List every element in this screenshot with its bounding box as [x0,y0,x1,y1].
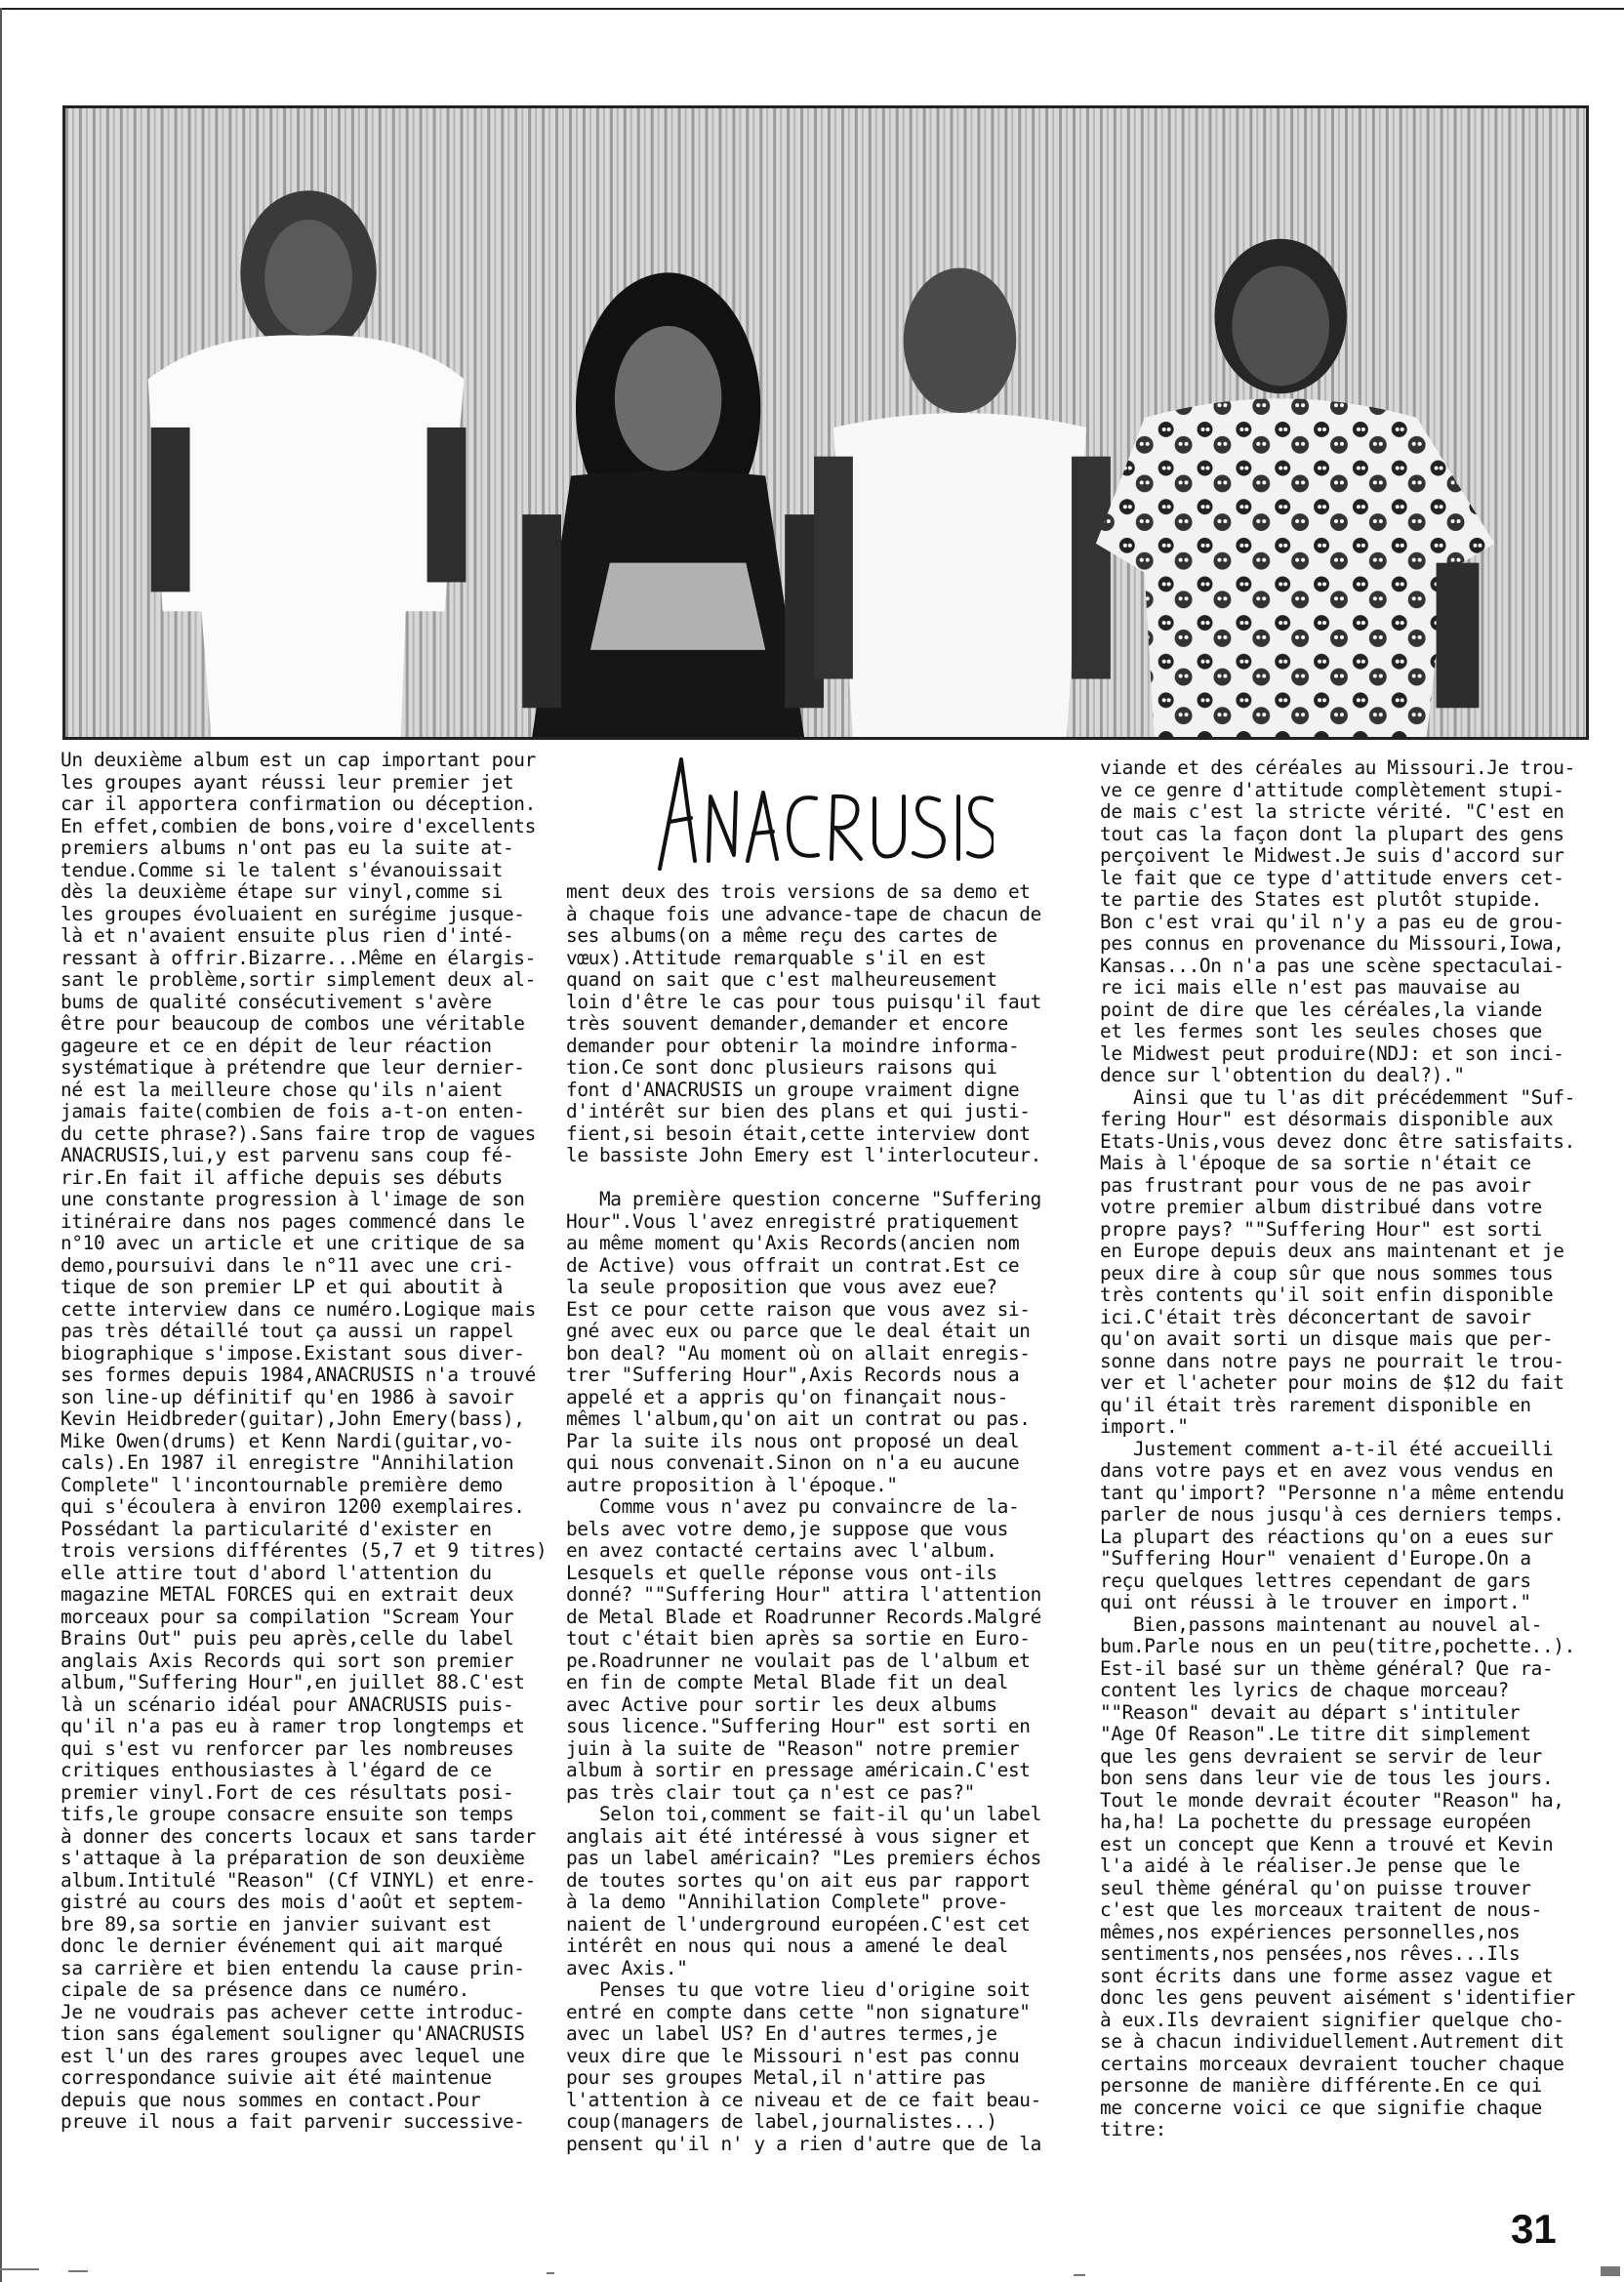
article-column-2: ment deux des trois versions de sa demo et à chaque fois une advance-tape de chacun de ses albums(on a même reçu des cartes de vœux).Attitude remarquable s'il en est quand on sait que c'est malheureusement loin d'être le cas pour tous puisqu'il faut très souvent demander,demander et encore demander pour obtenir la moindre informa- tion.Ce sont donc plusieurs raisons qui font d'ANACRUSIS un groupe vraiment digne d'intérêt sur bien des plans et qui justi- fient,si besoin était,cette interview dont le bassiste John Emery est l'interlocuteur. Ma première question concerne "Suffering Hour".Vous l'avez enregistré pratiquement au même moment qu'Axis Records(ancien nom de Active) vous offrait un contrat.Est ce la seule proposition que vous avez eue? Est ce pour cette raison que vous avez si- gné avec eux ou parce que le deal était un bon deal? "Au moment où on allait enregis- trer "Suffering Hour",Axis Records nous a appelé et a appris qu'on finançait nous- mêmes l'album,qu'on ait un contrat ou pas. Par la suite ils nous ont proposé un deal qui nous convenait.Sinon on n'a eu aucune autre proposition à l'époque." Comme vous n'avez pu convaincre de la- bels avec votre demo,je suppose que vous en avez contacté certains avec l'album. Lesquels et quelle réponse vous ont-ils donné? ""Suffering Hour" attira l'attention de Metal Blade et Roadrunner Records.Malgré tout c'était bien après sa sortie en Euro- pe.Roadrunner ne voulait pas de l'album et en fin de compte Metal Blade fit un deal avec Active pour sortir les deux albums sous licence."Suffering Hour" est sorti en juin à la suite de "Reason" notre premier album à sortir en pressage américain.C'est pas très clair tout ça n'est ce pas?" Selon toi,comment se fait-il qu'un label anglais ait été intéressé à vous signer et pas un label américain? "Les premiers échos de toutes sortes qu'on ait eus par rapport à la demo "Annihilation Complete" prove- naient de l'underground européen.C'est cet intérêt en nous qui nous a amené le deal avec Axis." Penses tu que votre lieu d'origine soit entré en compte dans cette "non signature" avec un label US? En d'autres termes,je veux dire que le Missouri n'est pas connu pour ses groupes Metal,il n'attire pas l'attention à ce niveau et de ce fait beau- coup(managers de label,journalistes...) pensent qu'il n' y a rien d'autre que de la [566,880,1041,2155]
article-column-3: viande et des céréales au Missouri.Je trou- ve ce genre d'attitude complètement stupi- de mais c'est la stricte vérité. "C'est en tout cas la façon dont la plupart des gens perçoivent le Midwest.Je suis d'accord sur le fait que ce type d'attitude envers cet- te partie des States est plutôt stupide. Bon c'est vrai qu'il n'y a pas eu de grou- pes connus en provenance du Missouri,Iowa, Kansas...On n'a pas une scène spectaculai- re ici mais elle n'est pas mauvaise au point de dire que les céréales,la viande et les fermes sont les seules choses que le Midwest peut produire(NDJ: et son inci- dence sur l'obtention du deal?)." Ainsi que tu l'as dit précédemment "Suf- fering Hour" est désormais disponible aux Etats-Unis,vous devez donc être satisfaits. Mais à l'époque de sa sortie n'était ce pas frustrant pour vous de ne pas avoir votre premier album distribué dans votre propre pays? ""Suffering Hour" est sorti en Europe depuis deux ans maintenant et je peux dire à coup sûr que nous sommes tous très contents qu'il soit enfin disponible ici.C'était très déconcertant de savoir qu'on avait sorti un disque mais que per- sonne dans notre pays ne pourrait le trou- ver et l'acheter pour moins de $12 du fait qu'il était très rarement disponible en import." Justement comment a-t-il été accueilli dans votre pays et en avez vous vendus en tant qu'import? "Personne n'a même entendu parler de nous jusqu'à ces derniers temps. La plupart des réactions qu'on a eues sur "Suffering Hour" venaient d'Europe.On a reçu quelques lettres cependant de gars qui ont réussi à le trouver en import." Bien,passons maintenant au nouvel al- bum.Parle nous en un peu(titre,pochette..). Est-il basé sur un thème général? Que ra- content les lyrics de chaque morceau? ""Reason" devait au départ s'intituler "Age Of Reason".Le titre dit simplement que les gens devraient se servir de leur bon sens dans leur vie de tous les jours. Tout le monde devrait écouter "Reason" ha, ha,ha! La pochette du pressage européen est un concept que Kenn a trouvé et Kevin l'a aidé à le réaliser.Je pense que le seul thème général qu'on puisse trouver c'est que les morceaux traitent de nous- mêmes,nos expériences personnelles,nos sentiments,nos pensées,nos rêves...Ils sont écrits dans une forme assez vague et donc les gens peuvent aisément s'identifier à eux.Ils devraient signifier quelque cho- se à chacun individuellement.Autrement dit certains morceaux devraient toucher chaque personne de manière différente.En ce qui me concerne voici ce que signifie chaque titre: [1100,756,1575,2140]
band-logo [652,754,994,873]
page-number: 31 [1511,2206,1557,2252]
band-logo-text [652,754,994,873]
article-column-1: Un deuxième album est un cap important pour les groupes ayant réussi leur premier jet car il apportera confirmation ou déception. En effet,combien de bons,voire d'excellents premiers albums n'ont pas eu la suite at- tendue.Comme si le talent s'évanouissait dès la deuxième étape sur vinyl,comme si les groupes évoluaient en surégime jusque- là et n'avaient ensuite plus rien d'inté- ressant à offrir.Bizarre...Même en élargis- sant le problème,sortir simplement deux al- bums de qualité consécutivement s'avère être pour beaucoup de combos une véritable gageure et ce en dépit de leur réaction systématique à prétendre que leur dernier- né est la meilleure chose qu'ils n'aient jamais faite(combien de fois a-t-on enten- du cette phrase?).Sans faire trop de vagues ANACRUSIS,lui,y est parvenu sans coup fé- rir.En fait il affiche depuis ses débuts une constante progression à l'image de son itinéraire dans nos pages commencé dans le n°10 avec un article et une critique de sa demo,poursuivi dans le n°11 avec une cri- tique de son premier LP et qui aboutit à cette interview dans ce numéro.Logique mais pas très détaillé tout ça aussi un rappel biographique s'impose.Existant sous diver- ses formes depuis 1984,ANACRUSIS n'a trouvé son line-up définitif qu'en 1986 à savoir Kevin Heidbreder(guitar),John Emery(bass), Mike Owen(drums) et Kenn Nardi(guitar,vo- cals).En 1987 il enregistre "Annihilation Complete" l'incontournable première demo qui s'écoulera à environ 1200 exemplaires. Possédant la particularité d'exister en trois versions différentes (5,7 et 9 titres) elle attire tout d'abord l'attention du magazine METAL FORCES qui en extrait deux morceaux pour sa compilation "Scream Your Brains Out" puis peu après,celle du label anglais Axis Records qui sort son premier album,"Suffering Hour",en juillet 88.C'est là un scénario idéal pour ANACRUSIS puis- qu'il n'a pas eu à ramer trop longtemps et qui s'est vu renforcer par les nombreuses critiques enthousiastes à l'égard de ce premier vinyl.Fort de ces résultats posi- tifs,le groupe consacre ensuite son temps à donner des concerts locaux et sans tarder s'attaque à la préparation de son deuxième album.Intitulé "Reason" (Cf VINYL) et enre- gistré au cours des mois d'août et septem- bre 89,sa sortie en janvier suivant est donc le dernier événement qui ait marqué sa carrière et bien entendu la cause prin- cipale de sa présence dans ce numéro. Je ne voudrais pas achever cette introduc- tion sans également souligner qu'ANACRUSIS est l'un des rares groupes avec lequel une correspondance suivie ait été maintenue depuis que nous sommes en contact.Pour preuve il nous a fait parvenir successive- [61,749,548,2133]
bottom-print-marks [0,2262,1624,2282]
left-border-rule [0,8,2,2282]
band-photo-image [65,108,1586,737]
band-photo [62,105,1589,740]
top-border-rule [0,8,1624,10]
